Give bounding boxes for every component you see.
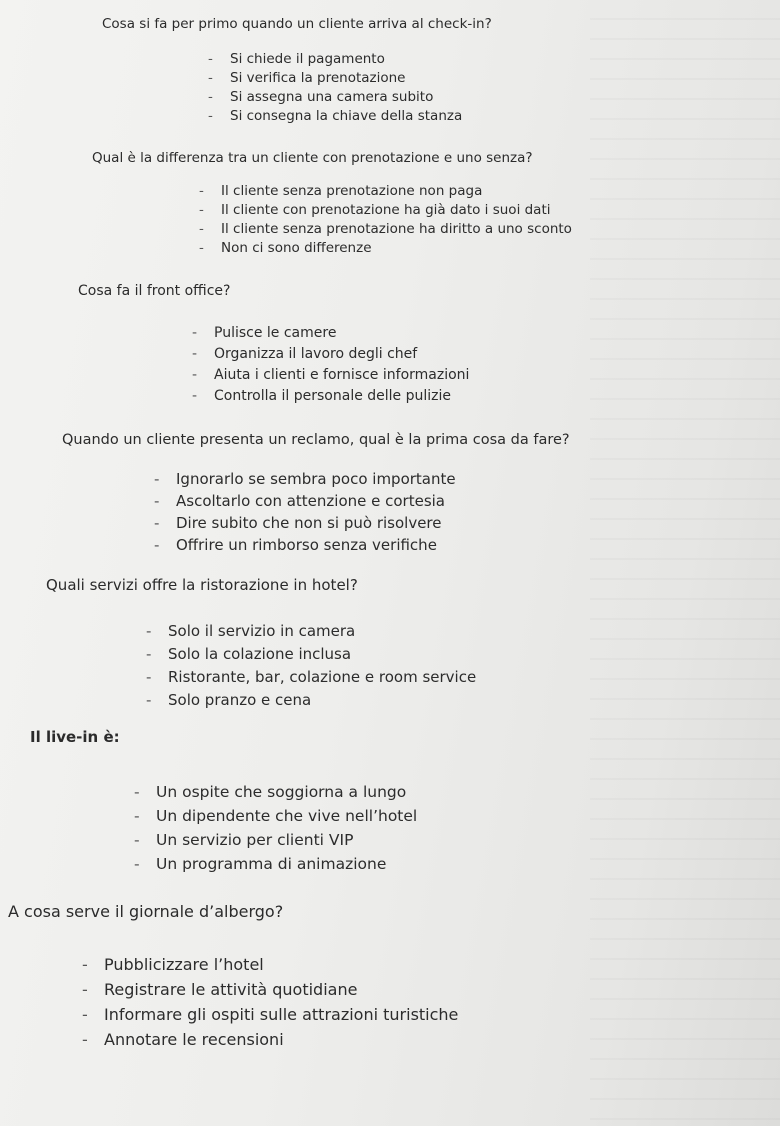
bullet-dash: - [82,955,88,974]
option-3c: - Aiuta i clienti e fornisce informazioni [214,365,469,386]
options-2 [199,182,572,258]
bullet-dash: - [199,183,204,199]
bullet-dash: - [192,388,198,404]
option-3a: - Pulisce le camere [214,323,469,344]
bullet-dash: - [154,514,160,532]
bullet-dash: - [82,1030,88,1049]
option-5c: - Ristorante, bar, colazione e room service [168,666,476,689]
options-5 [146,620,477,712]
option-3d: - Controlla il personale delle pulizie [214,386,469,407]
option-2b: - Il cliente con prenotazione ha già dato i suoi dati [199,202,551,218]
bullet-dash: - [154,536,160,554]
question-7: A cosa serve il giornale d’albergo? [8,902,284,921]
option-5d: - Solo pranzo e cena [168,689,476,712]
options-4 [154,468,456,556]
options-3 [192,323,470,407]
bullet-dash: - [146,668,152,686]
question-2: Qual è la differenza tra un cliente con prenotazione e uno senza? [92,150,533,166]
bullet-dash: - [146,645,152,663]
option-2c: - Il cliente senza prenotazione ha diritto a uno sconto [199,221,572,237]
bullet-dash: - [192,325,198,341]
option-7c: - Informare gli ospiti sulle attrazioni turistiche [104,1002,458,1027]
question-1: Cosa si fa per primo quando un cliente arriva al check-in? [102,16,492,32]
bullet-dash: - [134,783,140,801]
bullet-dash: - [154,492,160,510]
question-5: Quali servizi offre la ristorazione in hotel? [46,576,358,594]
options-6 [134,780,418,876]
bullet-dash: - [192,367,198,383]
option-4d: - Offrire un rimborso senza verifiche [154,536,437,554]
bullet-dash: - [199,202,204,218]
bullet-dash: - [199,240,204,256]
question-6: Il live-in è: [30,728,120,746]
bullet-dash: - [208,51,213,67]
option-1c: - Si assegna una camera subito [208,89,434,105]
option-4c: - Dire subito che non si può risolvere [154,514,442,532]
option-6a: - Un ospite che soggiorna a lungo [156,780,417,804]
bullet-dash: - [154,470,160,488]
bullet-dash: - [208,89,213,105]
option-1b: - Si verifica la prenotazione [208,70,406,86]
option-5a: - Solo il servizio in camera [168,620,476,643]
bullet-dash: - [134,855,140,873]
bullet-dash: - [146,691,152,709]
option-1a: - Si chiede il pagamento [208,51,385,67]
question-4: Quando un cliente presenta un reclamo, qual è la prima cosa da fare? [62,432,570,448]
faded-background-text [590,0,780,1126]
bullet-dash: - [134,831,140,849]
options-1 [208,50,463,126]
bullet-dash: - [146,622,152,640]
option-7b: - Registrare le attività quotidiane [104,977,458,1002]
option-2d: - Non ci sono differenze [199,240,372,256]
option-2a: - Il cliente senza prenotazione non paga [199,183,483,199]
bullet-dash: - [82,980,88,999]
bullet-dash: - [208,70,213,86]
options-7 [82,952,459,1052]
option-7d: - Annotare le recensioni [104,1027,458,1052]
option-1d: - Si consegna la chiave della stanza [208,108,463,124]
bullet-dash: - [192,346,198,362]
bullet-dash: - [208,108,213,124]
option-6c: - Un servizio per clienti VIP [156,828,417,852]
option-6d: - Un programma di animazione [156,852,417,876]
bullet-dash: - [134,807,140,825]
option-6b: - Un dipendente che vive nell’hotel [156,804,417,828]
option-7a: - Pubblicizzare l’hotel [104,952,458,977]
question-3: Cosa fa il front office? [78,283,231,299]
option-5b: - Solo la colazione inclusa [168,643,476,666]
option-3b: - Organizza il lavoro degli chef [214,344,469,365]
option-4b: - Ascoltarlo con attenzione e cortesia [154,492,446,510]
option-4a: - Ignorarlo se sembra poco importante [154,470,456,488]
bullet-dash: - [82,1005,88,1024]
bullet-dash: - [199,221,204,237]
